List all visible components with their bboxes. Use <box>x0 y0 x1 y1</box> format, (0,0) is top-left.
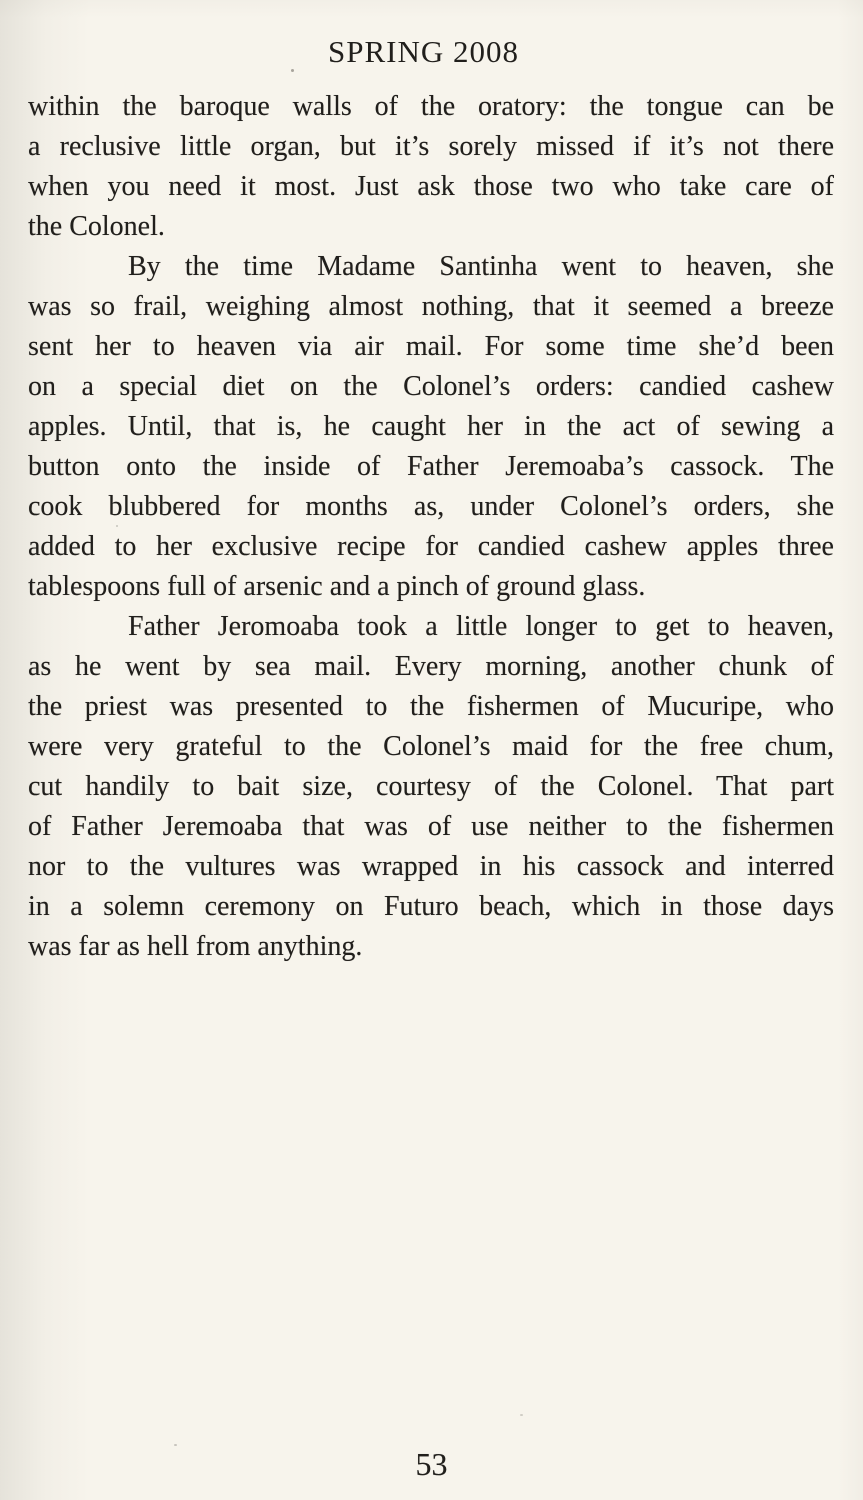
text-line: By the time Madame Santinha went to heaven, she <box>128 251 834 282</box>
scan-speck <box>520 1414 523 1416</box>
text-line: were very grateful to the Colonel’s maid for the free chum, <box>28 731 834 762</box>
text-line: was so frail, weighing almost nothing, that it seemed a breeze <box>28 291 834 322</box>
text-line: sent her to heaven via air mail. For some time she’d been <box>28 331 834 362</box>
running-head: SPRING 2008 <box>327 34 519 69</box>
scan-speck <box>174 1444 177 1446</box>
paragraph <box>28 87 834 247</box>
text-line: as he went by sea mail. Every morning, another chunk of <box>28 651 834 682</box>
text-line: was far as hell from anything. <box>28 931 363 962</box>
text-line: Father Jeromoaba took a little longer to get to heaven, <box>128 611 834 642</box>
text-line: in a solemn ceremony on Futuro beach, which in those days <box>28 891 834 922</box>
text-line: button onto the inside of Father Jeremoaba’s cassock. The <box>28 451 834 482</box>
text-line: the priest was presented to the fishermen of Mucuripe, who <box>28 691 834 722</box>
text-line: the Colonel. <box>28 211 165 242</box>
body-text <box>28 87 834 967</box>
text-line: on a special diet on the Colonel’s orders: candied cashew <box>28 371 834 402</box>
scan-speck <box>116 525 118 527</box>
text-line: of Father Jeremoaba that was of use neither to the fishermen <box>28 811 834 842</box>
text-line: apples. Until, that is, he caught her in the act of sewing a <box>28 411 834 442</box>
text-line: tablespoons full of arsenic and a pinch of ground glass. <box>28 571 646 602</box>
paragraph <box>28 607 834 967</box>
text-line: when you need it most. Just ask those two who take care of <box>28 171 834 202</box>
text-line: within the baroque walls of the oratory: the tongue can be <box>28 91 834 122</box>
text-line: a reclusive little organ, but it’s sorely missed if it’s not there <box>28 131 834 162</box>
text-line: added to her exclusive recipe for candied cashew apples three <box>28 531 834 562</box>
paragraph <box>28 247 834 607</box>
text-line: nor to the vultures was wrapped in his cassock and interred <box>28 851 834 882</box>
scan-speck <box>291 69 294 72</box>
page-number: 53 <box>415 1446 448 1482</box>
text-line: cut handily to bait size, courtesy of the Colonel. That part <box>28 771 834 802</box>
text-line: cook blubbered for months as, under Colonel’s orders, she <box>28 491 834 522</box>
